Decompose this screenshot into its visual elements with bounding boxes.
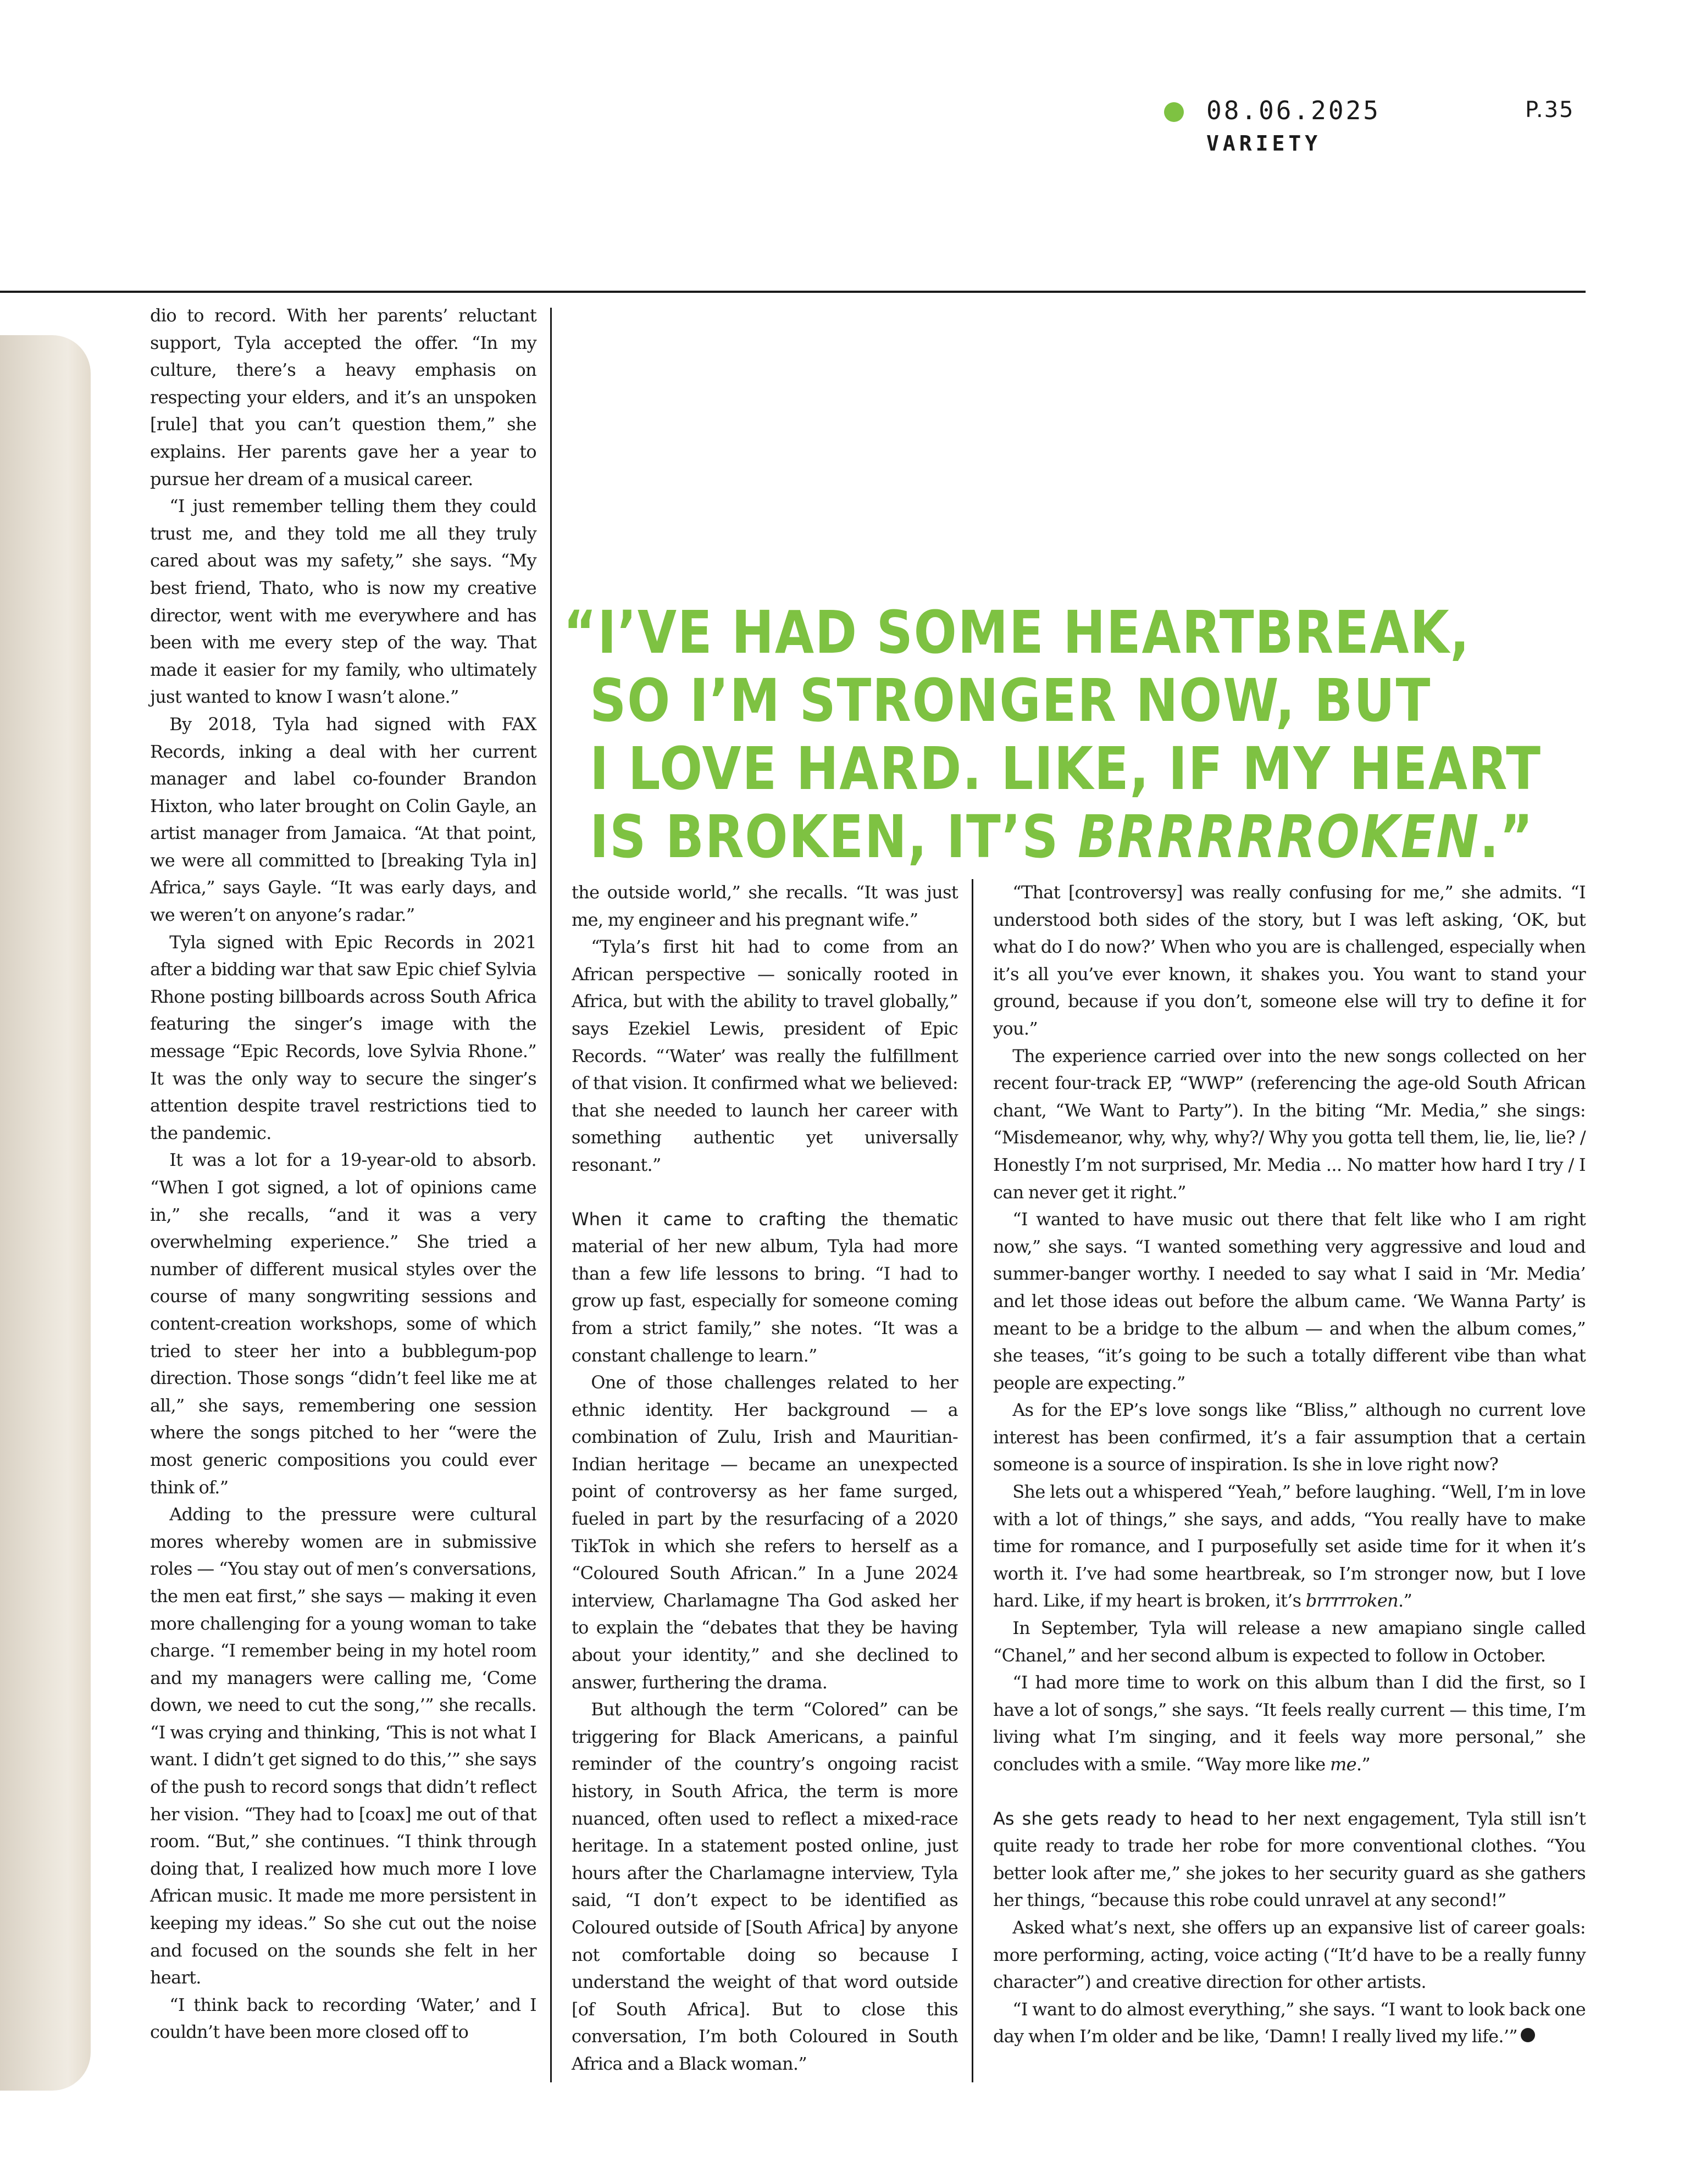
pull-quote-emphasis: BRRRRROKEN	[1077, 803, 1480, 871]
pull-quote	[563, 599, 1542, 871]
paragraph: “Tyla’s first hit had to come from an African perspective — sonically rooted in Africa, but with the ability to travel globally,” says Ezekiel Lewis, president of Epic Records. “‘Water’ was really the fulfillment of that vision. It confirmed what we believed: that she needed to launch her career with something authentic yet universally resonant.”	[572, 936, 958, 1175]
article-column-2	[572, 879, 958, 2078]
paragraph-text: “I had more time to work on this album than I did the first, so I have a lot of songs,” she says. “It feels really current — this time, I’m living what I’m singing, and it feels way more personal,” she concludes with a smile. “Way more like	[993, 1672, 1586, 1775]
paragraph	[993, 1479, 1586, 1615]
paragraph: “That [controversy] was really confusing for me,” she admits. “I understood both sides of the story, but I was left asking, ‘OK, but what do I do now?’ When who you are is challenged, especially when it’s all you’ve ever known, it shakes you. You want to stand your ground, because if you don’t, someone else will try to define it for you.”	[993, 882, 1586, 1039]
section-opener-paragraph	[993, 1805, 1586, 1914]
paragraph: Asked what’s next, she offers up an expansive list of career goals: more performing, acting, voice acting (“It’d have to be a really funny character”) and creative direction for other artists.	[993, 1916, 1586, 1993]
paragraph: It was a lot for a 19-year-old to absorb. “When I got signed, a lot of opinions came in,” she recalls, “and it was a very overwhelming experience.” She tried a number of different musical styles over the course of many songwriting sessions and content-creation workshops, some of which tried to steer her into a bubblegum-pop direction. Those songs “didn’t feel like me at all,” she says, remembering one session where the songs pitched to her “were the most generic compositions you could ever think of.”	[150, 1149, 536, 1498]
section-dot-icon	[1164, 102, 1184, 122]
issue-date: 08.06.2025	[1206, 96, 1381, 125]
emphasis-text: me	[1329, 1754, 1356, 1775]
paragraph: Adding to the pressure were cultural mores whereby women are in submissive roles — “You stay out of men’s conversations, the men eat first,” she says — making it even more challenging for a young woman to take charge. “I remember being in my hotel room and my managers were calling me, ‘Come down, we need to cut the song,’” she recalls. “I was crying and thinking, ‘This is not what I want. I didn’t get signed to do this,’” she says of the push to record songs that didn’t reflect her vision. “They had to [coax] me out of that room. “But,” she continues. “I think through doing that, I realized how much more I love African music. It made me more persistent in keeping my ideas.” So she cut out the noise and focused on the sounds she felt in her heart.	[150, 1504, 536, 1988]
column-rule-2	[972, 879, 973, 2082]
paragraph: dio to record. With her parents’ reluctant support, Tyla accepted the offer. “In my culture, there’s a heavy emphasis on respecting your elders, and it’s an unspoken [rule] that you can’t question them,” she explains. Her parents gave her a year to pursue her dream of a musical career.	[150, 305, 536, 490]
publication-name: VARIETY	[1206, 131, 1322, 155]
paragraph: In September, Tyla will release a new amapiano single called “Chanel,” and her second album is expected to follow in October.	[993, 1618, 1586, 1666]
paragraph: By 2018, Tyla had signed with FAX Records, inking a deal with her current manager and label co-founder Brandon Hixton, who later brought on Colin Gayle, an artist manager from Jamaica. “At that point, we were all committed to [breaking Tyla in] Africa,” says Gayle. “It was early days, and we weren’t on anyone’s radar.”	[150, 713, 536, 926]
paragraph-text: .”	[1398, 1590, 1412, 1611]
article-column-3	[993, 879, 1586, 2050]
final-paragraph	[993, 1996, 1586, 2050]
section-lead-in: As she gets ready to head to her	[993, 1808, 1296, 1829]
paragraph-text: .”	[1356, 1754, 1371, 1775]
paragraph: But although the term “Colored” can be triggering for Black Americans, a painful reminder of the country’s ongoing racist history, in South Africa, the term is more nuanced, often used to reflect a mixed-race heritage. In a statement posted online, just hours after the Charlamagne interview, Tyla said, “I don’t expect to be identified as Coloured outside of [South Africa] by anyone not comfortable doing so because I understand the weight of that word outside [of South Africa]. But to close this conversation, I’m both Coloured in South Africa and a Black woman.”	[572, 1699, 958, 2074]
paragraph: “I just remember telling them they could trust me, and they told me all they truly cared about was my safety,” she says. “My best friend, Thato, who is now my creative director, went with me everywhere and has been with me every step of the way. That made it easier for my family, who ultimately just wanted to know I wasn’t alone.”	[150, 496, 536, 708]
section-opener-paragraph	[572, 1206, 958, 1370]
paragraph: One of those challenges related to her ethnic identity. Her background — a combination of Zulu, Irish and Mauritian-Indian heritage — became an unexpected point of controversy as her fame surged, fueled in part by the resurfacing of a 2020 TikTok in which she refers to herself as a “Coloured South African.” In a June 2024 interview, Charlamagne Tha God asked her to explain the “debates that they be having about your identity,” and she declined to answer, furthering the drama.	[572, 1372, 958, 1693]
section-lead-in: When it came to crafting	[572, 1208, 827, 1230]
page-number: P.35	[1525, 97, 1575, 123]
paragraph: Tyla signed with Epic Records in 2021 after a bidding war that saw Epic chief Sylvia Rhone posting billboards across South Africa featuring the singer’s image with the message “Epic Records, love Sylvia Rhone.” It was the only way to secure the singer’s attention despite travel restrictions tied to the pandemic.	[150, 931, 536, 1143]
paragraph-text: “I want to do almost everything,” she says. “I want to look back one day when I’m older and be like, ‘Damn! I really lived my life.’”	[993, 1998, 1586, 2047]
paragraph: “I think back to recording ‘Water,’ and I couldn’t have been more closed off to	[150, 1994, 536, 2043]
paragraph: the outside world,” she recalls. “It was just me, my engineer and his pregnant wife.”	[572, 882, 958, 930]
paragraph	[993, 1669, 1586, 1778]
paragraph: “I wanted to have music out there that felt like who I am right now,” she says. “I wanted something very aggressive and loud and summer-banger worthy. I needed to say what I said in ‘Mr. Media’ and let those ideas out before the album came. ‘We Wanna Party’ is meant to be a bridge to the album — and when the album comes,” she teases, “it’s going to be such a totally different vibe than what people are expecting.”	[993, 1209, 1586, 1393]
pull-quote-line-text: .”	[1479, 803, 1534, 871]
article-column-1	[150, 302, 536, 2046]
header-rule	[0, 291, 1586, 293]
pull-quote-line-text: SO I’M STRONGER NOW, BUT	[590, 667, 1432, 735]
pull-quote-line: “I’VE HAD SOME HEARTBREAK,	[563, 599, 1471, 667]
pull-quote-line	[563, 735, 1542, 803]
end-mark-icon	[1521, 2028, 1535, 2042]
pull-quote-line	[563, 667, 1471, 735]
paragraph: The experience carried over into the new songs collected on her recent four-track EP, “WWP” (referencing the age-old South African chant, “We Want to Party”). In the biting “Mr. Media,” she sings: “Misdemeanor, why, why, why?/ Why you gotta tell them, lie, lie, lie? / Honestly I’m not surprised, Mr. Media ... No matter how hard I try / I can never get it right.”	[993, 1045, 1586, 1203]
paragraph-text: next engagement, Tyla still isn’t quite ready to trade her robe for more conventional clothes. “You better look after me,” she jokes to her security guard as she gathers her things, “because this robe could unravel at any second!”	[993, 1808, 1586, 1911]
emphasis-text: brrrrroken	[1305, 1590, 1398, 1611]
paragraph: As for the EP’s love songs like “Bliss,” although no current love interest has been confirmed, it’s a fair assumption that a certain someone is a source of inspiration. Is she in love right now?	[993, 1399, 1586, 1475]
paragraph-text: the thematic material of her new album, Tyla had more than a few life lessons to bring. “I had to grow up fast, especially for someone coming from a strict family,” she notes. “It was a constant challenge to learn.”	[572, 1208, 958, 1366]
column-rule-1	[550, 308, 552, 2082]
paragraph-text: She lets out a whispered “Yeah,” before laughing. “Well, I’m in love with a lot of things,” she says, and adds, “You really have to make time for romance, and I purposefully set aside time for it when it’s worth it. I’ve had some heartbreak, so I’m stronger now, but I love hard. Like, if my heart is broken, it’s	[993, 1481, 1586, 1611]
pull-quote-line-text: IS BROKEN, IT’S	[590, 803, 1078, 871]
photo-edge-image	[0, 335, 91, 2091]
pull-quote-line	[563, 803, 1534, 871]
pull-quote-line-text: I LOVE HARD. LIKE, IF MY HEART	[590, 735, 1542, 803]
